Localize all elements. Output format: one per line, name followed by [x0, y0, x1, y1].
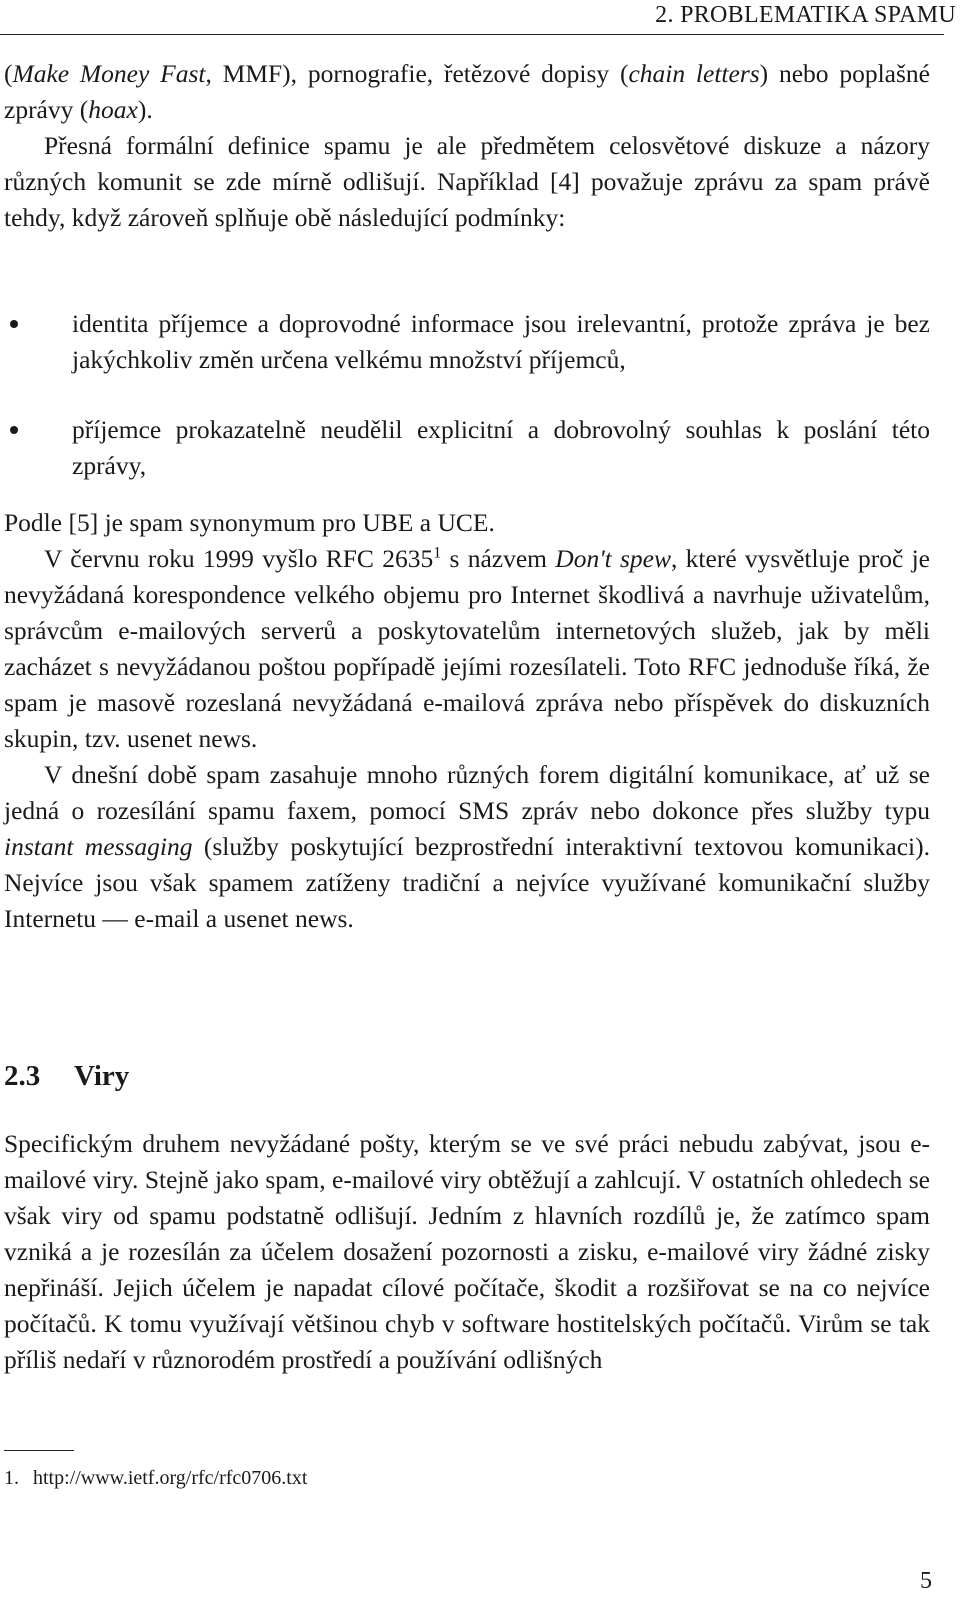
- list-item: identita příjemce a doprovodné informace jsou irelevantní, protože zpráva je bez jakýchkoliv změn určena velkému množství příjemců,: [4, 306, 930, 378]
- text-block-bottom: [4, 1126, 930, 1378]
- bullet-icon: [10, 426, 18, 434]
- footnote-number: 1.: [4, 1467, 19, 1489]
- section-title: Viry: [74, 1060, 130, 1092]
- bullet-list: [4, 306, 930, 518]
- paragraph-1: (Make Money Fast, MMF), pornografie, řetězové dopisy (chain letters) nebo poplašné zprávy (hoax).: [4, 59, 930, 124]
- footnote-url: http://www.ietf.org/rfc/rfc0706.txt: [33, 1467, 308, 1489]
- paragraph-2: Přesná formální definice spamu je ale předmětem celosvětové diskuze a názory různých komunit se zde mírně odlišují. Například [4] považuje zprávu za spam právě tehdy, když zároveň splňuje obě následující podmínky:: [4, 131, 930, 232]
- paragraph-5: V dnešní době spam zasahuje mnoho různých forem digitální komunikace, ať už se jedná o rozesílání spamu faxem, pomocí SMS zpráv nebo dokonce přes služby typu instant messaging (služby poskytující bezprostřední interaktivní textovou komunikaci). Nejvíce jsou však spamem zatíženy tradiční a nejvíce využívané komunikační služby Internetu — e-mail a usenet news.: [4, 760, 931, 933]
- bullet-icon: [10, 320, 18, 328]
- list-item: příjemce prokazatelně neudělil explicitní a dobrovolný souhlas k poslání této zprávy,: [4, 412, 930, 484]
- section-number: 2.3: [4, 1060, 41, 1092]
- footnote-marker: 1: [433, 544, 442, 562]
- footnote: [4, 1464, 307, 1492]
- text-block-middle: [4, 505, 930, 937]
- footnote-rule: [4, 1450, 74, 1451]
- header-rule: [0, 34, 944, 35]
- text-block-top: [4, 56, 930, 236]
- paragraph-4: V červnu roku 1999 vyšlo RFC 2635$^1$ s názvem Don't spew, které vysvětluje proč je nevyžádaná korespondence velkého objemu pro Internet škodlivá a navrhuje uživatelům, správcům e-mailových serverů a poskytovatelům internetových služeb, jak by měli zacházet s nevyžádanou poštou popřípadě jejími rozesílateli. Toto RFC jednoduše říká, že spam je masově rozeslaná nevyžádaná e-mailová zpráva nebo příspěvek do diskuzních skupin, tzv. usenet news.: [4, 544, 930, 753]
- running-head: 2. PROBLEMATIKA SPAMU: [655, 2, 956, 28]
- section-heading: [4, 1056, 129, 1096]
- paragraph-6: Specifickým druhem nevyžádané pošty, kterým se ve své práci nebudu zabývat, jsou e-mailové viry. Stejně jako spam, e-mailové viry obtěžují a zahlcují. V ostatních ohledech se však viry od spamu podstatně odlišují. Jedním z hlavních rozdílů je, že zatímco spam vzniká a je rozesílán za účelem dosažení pozornosti a zisku, e-mailové viry žádné zisky nepřináší. Jejich účelem je napadat cílové počítače, škodit a rozšiřovat se na co nejvíce počítačů. K tomu využívají většinou chyb v software hostitelských počítačů. Virům se tak příliš nedaří v různorodém prostředí a používání odlišných: [4, 1129, 930, 1374]
- paragraph-3: Podle [5] je spam synonymum pro UBE a UCE.: [4, 508, 495, 537]
- page-number: 5: [920, 1568, 932, 1594]
